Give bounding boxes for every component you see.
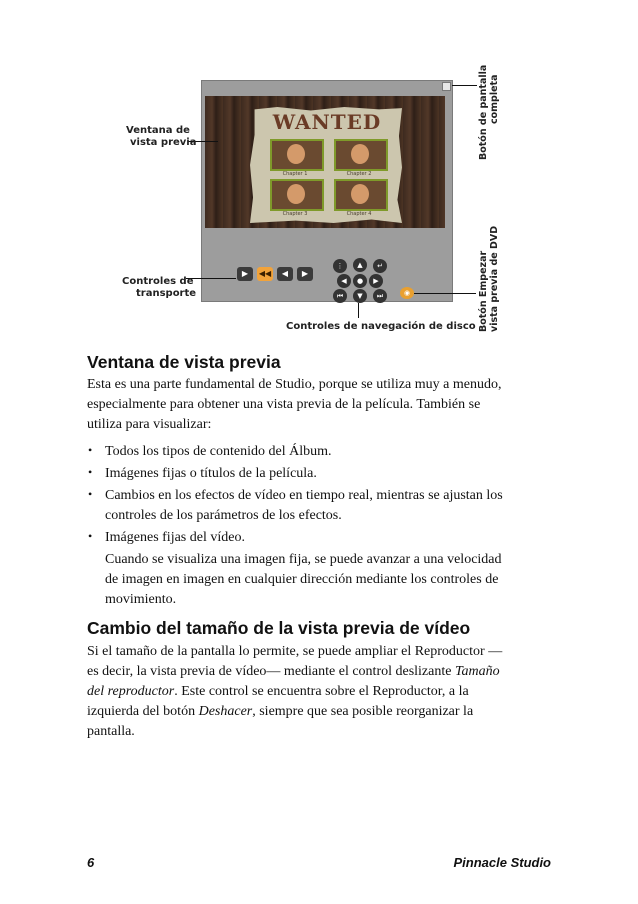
callout-transport xyxy=(122,276,196,300)
step-forward-icon[interactable]: ▶ xyxy=(297,267,313,281)
list-item xyxy=(87,442,551,464)
callout-line-text: Ventana de xyxy=(126,125,190,136)
callout-line-text: vista previa xyxy=(130,137,197,148)
callout-line-text: Botón Empezar xyxy=(478,250,489,332)
callout-line xyxy=(452,85,477,86)
right-arrow-icon[interactable]: ▶ xyxy=(369,274,383,288)
text-line: controles de los parámetros de los efectos. xyxy=(105,508,342,523)
chapter-thumbnail[interactable] xyxy=(334,179,388,211)
preview-figure xyxy=(0,0,638,340)
list-item-text xyxy=(105,486,551,526)
play-icon[interactable]: ▶ xyxy=(237,267,253,281)
chapter-thumbnail[interactable] xyxy=(270,139,324,171)
resize-paragraph xyxy=(87,642,551,742)
callout-line xyxy=(414,293,476,294)
face-image xyxy=(287,184,305,204)
section-heading: Cambio del tamaño de la vista previa de vídeo xyxy=(87,618,471,638)
callout-line-text: transporte xyxy=(136,288,197,299)
up-arrow-icon[interactable]: ▲ xyxy=(353,258,367,272)
text-line: utiliza para visualizar: xyxy=(87,417,212,432)
poster-title: WANTED xyxy=(272,110,382,134)
text-span: es decir, la vista previa de vídeo— mediante el control deslizante xyxy=(87,664,455,679)
section-heading: Ventana de vista previa xyxy=(87,352,281,372)
bullet-icon: • xyxy=(88,443,93,457)
fullscreen-button[interactable] xyxy=(442,82,451,91)
center-dot-icon[interactable]: ● xyxy=(353,274,367,288)
text-span: . Este control se encuentra sobre el Reproductor, a la xyxy=(174,684,469,699)
list-item-text: Todos los tipos de contenido del Álbum. xyxy=(105,444,332,459)
face-image xyxy=(351,184,369,204)
callout-line xyxy=(358,303,359,318)
list-item xyxy=(87,464,551,486)
list-item-text: Imágenes fijas del vídeo. xyxy=(105,530,245,545)
intro-paragraph xyxy=(87,375,551,435)
footer-title: Pinnacle Studio xyxy=(453,855,551,870)
chapter-label: Chapter 3 xyxy=(282,211,308,217)
chapter-label: Chapter 2 xyxy=(346,171,372,177)
text-line: Cambios en los efectos de vídeo en tiempo real, mientras se ajustan los xyxy=(105,488,503,503)
face-image xyxy=(351,144,369,164)
rewind-icon[interactable]: ◀◀ xyxy=(257,267,273,281)
text-line: movimiento. xyxy=(105,592,177,607)
left-arrow-icon[interactable]: ◀ xyxy=(337,274,351,288)
bullet-icon: • xyxy=(88,529,93,543)
text-line: Cuando se visualiza una imagen fija, se puede avanzar a una velocidad xyxy=(105,552,502,567)
callout-dvd xyxy=(478,226,500,332)
page-number: 6 xyxy=(87,855,95,870)
prev-chapter-icon[interactable]: ⏮ xyxy=(333,289,347,303)
text-line xyxy=(87,662,551,682)
enter-icon[interactable]: ↵ xyxy=(373,259,387,273)
down-arrow-icon[interactable]: ▼ xyxy=(353,289,367,303)
list-item xyxy=(87,486,551,528)
chapter-label: Chapter 1 xyxy=(282,171,308,177)
bullet-icon: • xyxy=(88,465,93,479)
callout-line-text: Botón de pantalla xyxy=(478,64,489,160)
callout-preview-window xyxy=(126,125,196,149)
callout-line-text: completa xyxy=(489,74,500,124)
text-span: izquierda del botón xyxy=(87,704,199,719)
bullet-list xyxy=(87,442,551,550)
list-item xyxy=(87,528,551,550)
text-line: Si el tamaño de la pantalla lo permite, se puede ampliar el Reproductor — xyxy=(87,644,503,659)
text-line xyxy=(87,682,551,702)
chapter-thumbnail[interactable] xyxy=(334,139,388,171)
face-image xyxy=(287,144,305,164)
bullet-icon: • xyxy=(88,487,93,501)
text-line xyxy=(87,702,551,722)
callout-fullscreen xyxy=(478,65,500,160)
chapter-thumbnail[interactable] xyxy=(270,179,324,211)
menu-icon[interactable]: ⋮ xyxy=(333,259,347,273)
callout-line-text: vista previa de DVD xyxy=(489,225,500,332)
callout-disc-nav: Controles de navegación de disco xyxy=(286,321,476,332)
chapter-label: Chapter 4 xyxy=(346,211,372,217)
next-chapter-icon[interactable]: ⏭ xyxy=(373,289,387,303)
list-item-text: Imágenes fijas o títulos de la película. xyxy=(105,466,317,481)
step-back-icon[interactable]: ◀ xyxy=(277,267,293,281)
continuation-paragraph xyxy=(105,550,551,610)
term-emphasis: Deshacer xyxy=(198,704,253,719)
text-span: , siempre que sea posible reorganizar la xyxy=(252,704,474,719)
dvd-preview-button[interactable]: ◉ xyxy=(400,287,414,299)
callout-line-text: Controles de xyxy=(122,276,194,287)
text-line: pantalla. xyxy=(87,724,135,739)
text-line: especialmente para obtener una vista previa de la película. También se xyxy=(87,397,481,412)
text-line: de imagen en imagen en cualquier dirección mediante los controles de xyxy=(105,572,499,587)
text-line: Esta es una parte fundamental de Studio, porque se utiliza muy a menudo, xyxy=(87,377,502,392)
term-emphasis: del reproductor xyxy=(87,684,175,699)
term-emphasis: Tamaño xyxy=(454,664,500,679)
